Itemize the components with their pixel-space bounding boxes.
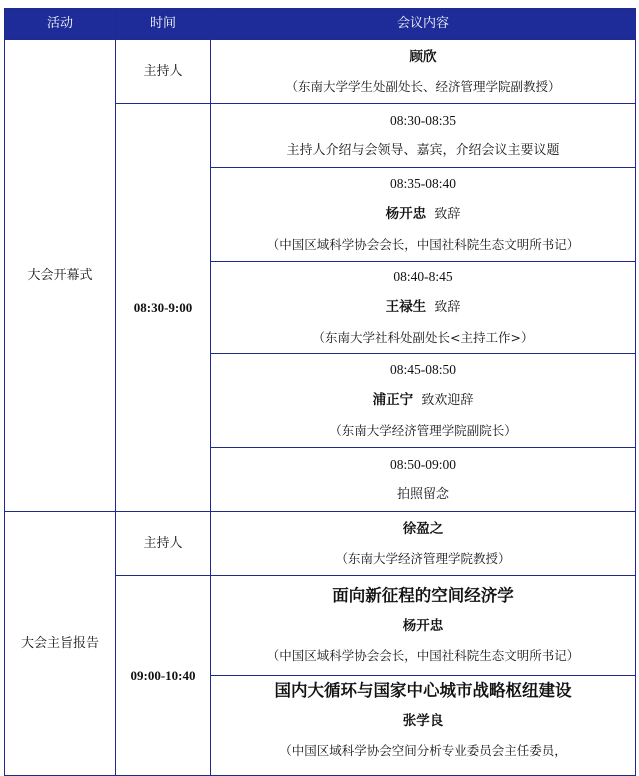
item-speaker-line	[211, 292, 635, 323]
speaker-role: 致辞	[434, 207, 461, 222]
keynote-host-name: 徐盈之	[402, 520, 444, 537]
header-time: 时间	[116, 9, 211, 40]
item-time: 08:45-08:50	[390, 362, 456, 377]
talk-item	[211, 676, 636, 776]
top-cropped-strip	[0, 0, 639, 8]
agenda-item	[211, 104, 636, 168]
header-content: 会议内容	[211, 9, 636, 40]
header-row	[5, 9, 636, 40]
speaker-affiliation: （东南大学经济管理学院副院长）	[329, 423, 517, 438]
speaker-role: 致辞	[434, 300, 461, 315]
opening-activity: 大会开幕式	[5, 40, 116, 512]
opening-host-affiliation: （东南大学学生处副处长、经济管理学院副教授）	[285, 78, 561, 94]
talk-title: 面向新征程的空间经济学	[332, 585, 514, 605]
header-activity: 活动	[5, 9, 116, 40]
item-time: 08:40-8:45	[393, 269, 453, 284]
agenda-item	[211, 354, 636, 448]
talk-item	[211, 576, 636, 676]
opening-host-label: 主持人	[116, 40, 211, 104]
item-time: 08:50-09:00	[390, 456, 456, 472]
speaker-name: 浦正宁	[372, 392, 414, 408]
talk-title: 国内大循环与国家中心城市战略枢纽建设	[274, 681, 572, 700]
item-speaker-line	[211, 385, 635, 416]
item-text: 主持人介绍与会领导、嘉宾，介绍会议主要议题	[286, 142, 560, 158]
agenda-item	[211, 448, 636, 512]
opening-time: 08:30-9:00	[116, 104, 211, 512]
talk-affiliation: （中国区域科学协会空间分析专业委员会主任委员，	[279, 743, 567, 758]
agenda-item	[211, 168, 636, 262]
keynote-host-row	[5, 512, 636, 576]
speaker-name: 杨开忠	[385, 206, 427, 222]
keynote-activity: 大会主旨报告	[5, 512, 116, 776]
opening-host-row	[5, 40, 636, 104]
talk-speaker: 张学良	[402, 713, 444, 729]
opening-host-cell	[211, 40, 636, 104]
keynote-host-affiliation: （东南大学经济管理学院教授）	[335, 550, 511, 566]
item-speaker-line	[211, 199, 635, 230]
speaker-affiliation: （中国区域科学协会会长，中国社科院生态文明所书记）	[266, 237, 580, 252]
keynote-time: 09:00-10:40	[116, 576, 211, 776]
item-time: 08:30-08:35	[390, 112, 456, 128]
speaker-role: 致欢迎辞	[421, 393, 474, 408]
item-text: 拍照留念	[396, 486, 449, 502]
keynote-host-cell	[211, 512, 636, 576]
speaker-affiliation: （东南大学社科处副处长<主持工作>）	[312, 330, 534, 345]
agenda-table	[4, 8, 636, 776]
agenda-item	[211, 262, 636, 354]
talk-affiliation: （中国区域科学协会会长，中国社科院生态文明所书记）	[266, 647, 580, 663]
talk-speaker: 杨开忠	[402, 617, 444, 634]
keynote-host-label: 主持人	[116, 512, 211, 576]
speaker-name: 王禄生	[385, 299, 427, 315]
item-time: 08:35-08:40	[390, 176, 456, 191]
opening-host-name: 顾欣	[409, 48, 437, 65]
